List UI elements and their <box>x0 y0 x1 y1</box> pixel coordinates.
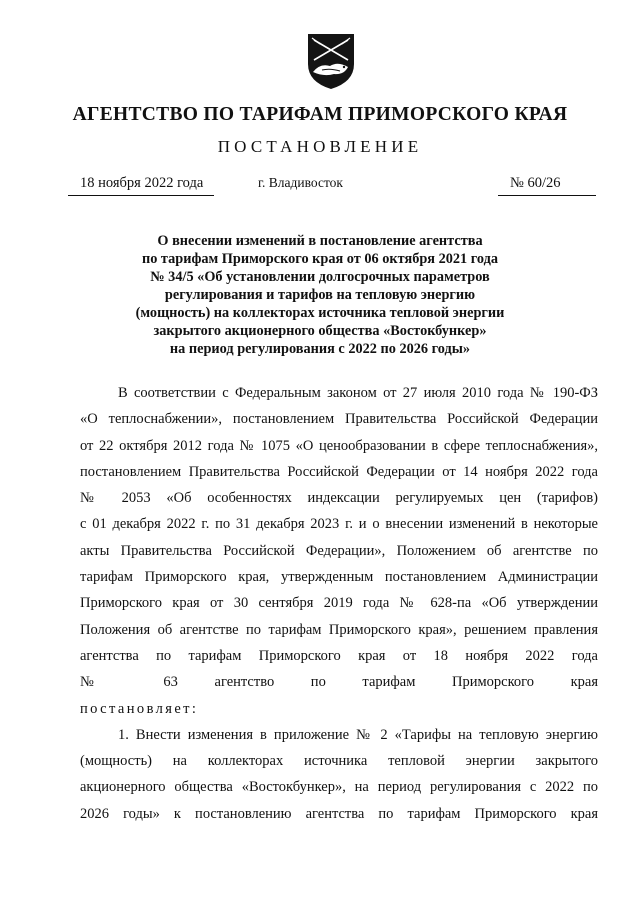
body-line: 2026 годы» к постановлению агентства по тарифам Приморского края <box>80 805 598 822</box>
title-line: закрытого акционерного общества «Востокбункер» <box>153 323 487 339</box>
coat-of-arms-icon <box>300 30 362 92</box>
document-type: ПОСТАНОВЛЕНИЕ <box>217 137 423 156</box>
body-line: № 63 агентство по тарифам Приморского края <box>80 674 598 691</box>
body-line: В соответствии с Федеральным законом от 27 июля 2010 года № 190-ФЗ <box>118 385 598 401</box>
body-line: с 01 декабря 2022 г. по 31 декабря 2023 г. и о внесении изменений в некоторые <box>80 516 598 533</box>
title-line: на период регулирования с 2022 по 2026 годы» <box>169 341 471 357</box>
document-date: 18 ноября 2022 года <box>80 175 204 191</box>
number-underline <box>498 195 596 196</box>
title-line: О внесении изменений в постановление агентства <box>157 233 483 249</box>
document-city: г. Владивосток <box>258 175 343 190</box>
body-line: постановлением Правительства Российской Федерации от 14 ноября 2022 года <box>80 463 598 480</box>
body-line: (мощность) на коллекторах источника тепловой энергии закрытого <box>80 753 598 770</box>
body-line: акционерного общества «Востокбункер», на период регулирования с 2022 по <box>80 779 598 796</box>
document-title <box>110 232 530 358</box>
title-line: по тарифам Приморского края от 06 октября 2021 года <box>141 251 499 267</box>
body-line: акты Правительства Российской Федерации», Положением об агентстве по <box>80 542 598 559</box>
body-line: Положения об агентстве по тарифам Приморского края», решением правления <box>80 621 598 638</box>
body-line: тарифам Приморского края, утвержденным постановлением Администрации <box>80 569 598 586</box>
date-underline <box>68 195 214 196</box>
title-line: (мощность) на коллекторах источника тепловой энергии <box>135 305 505 321</box>
title-line: регулирования и тарифов на тепловую энергию <box>164 287 476 303</box>
title-line: № 34/5 «Об установлении долгосрочных параметров <box>150 269 490 285</box>
body-line: Приморского края от 30 сентября 2019 года № 628-па «Об утверждении <box>80 595 598 612</box>
document-body <box>80 380 598 827</box>
body-line: «О теплоснабжении», постановлением Правительства Российской Федерации <box>80 411 598 428</box>
body-line: № 2053 «Об особенностях индексации регулируемых цен (тарифов) <box>80 490 598 507</box>
document-number: № 60/26 <box>510 175 561 191</box>
body-line: от 22 октября 2012 года № 1075 «О ценообразовании в сфере теплоснабжения», <box>80 437 598 454</box>
resolution-word: постановляет: <box>80 700 199 717</box>
agency-name: АГЕНТСТВО ПО ТАРИФАМ ПРИМОРСКОГО КРАЯ <box>72 104 568 125</box>
body-line: агентства по тарифам Приморского края от 18 ноября 2022 года <box>80 647 598 664</box>
body-line: 1. Внести изменения в приложение № 2 «Тарифы на тепловую энергию <box>118 726 598 743</box>
